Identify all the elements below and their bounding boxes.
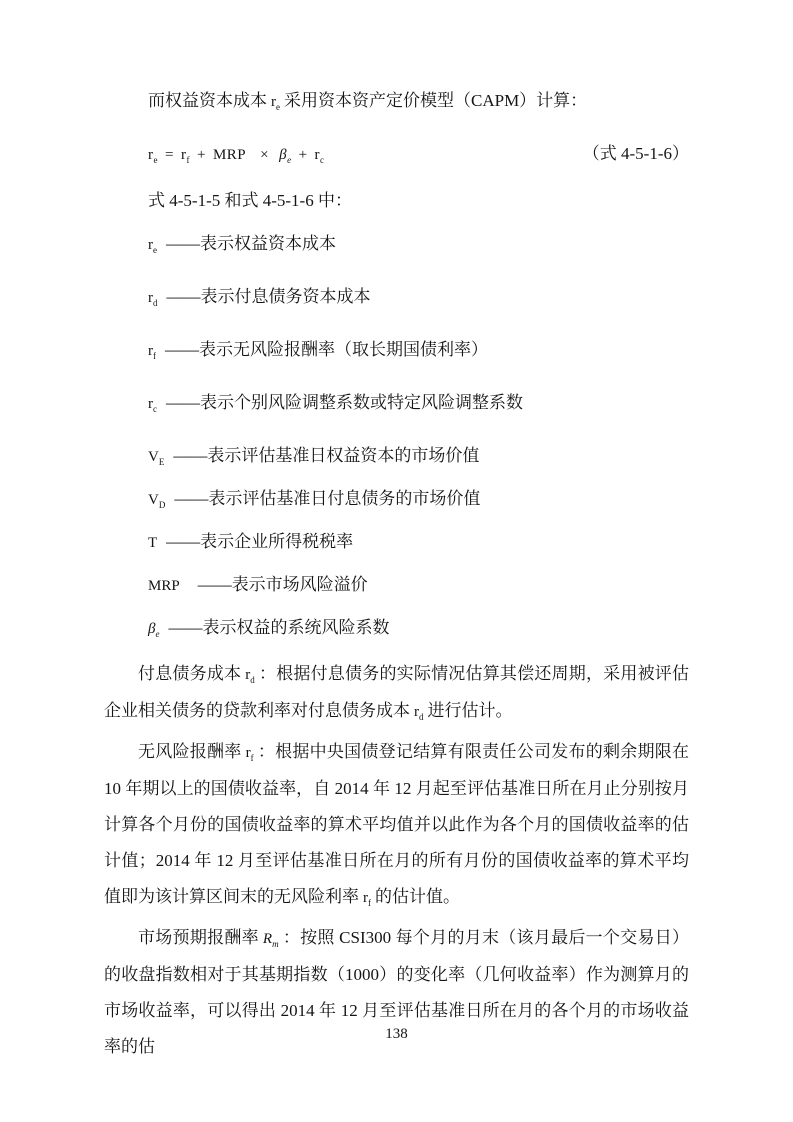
formula-note: 式 4-5-1-5 和式 4-5-1-6 中： bbox=[148, 191, 352, 210]
intro-text-pre: 而权益资本成本 bbox=[148, 91, 267, 110]
var-rm: $R_m$ bbox=[262, 931, 279, 949]
symbol-beta: $\beta_e$ bbox=[148, 621, 160, 639]
definition-desc: ——表示企业所得税税率 bbox=[166, 532, 354, 551]
formula-var-mrp: MRP bbox=[212, 147, 247, 163]
definition-item-ve bbox=[104, 444, 689, 469]
equals-sign: = bbox=[165, 147, 174, 163]
symbol-ve: $V_E$ bbox=[148, 449, 165, 467]
definition-item-rf bbox=[104, 338, 689, 363]
definition-desc: ——表示无风险报酬率（取长期国债利率） bbox=[165, 340, 488, 359]
formula-equation-label: （式 4-5-1-6） bbox=[582, 144, 689, 163]
definition-desc: ——表示权益的系统风险系数 bbox=[168, 618, 390, 637]
var-re: $r_e$ bbox=[271, 94, 280, 112]
page-content bbox=[104, 88, 689, 1065]
symbol-rc: $r_c$ bbox=[148, 396, 157, 414]
definition-item-mrp bbox=[104, 573, 689, 598]
intro-text-post: 采用资本资产定价模型（CAPM）计算： bbox=[284, 91, 588, 110]
definition-desc: ——表示市场风险溢价 bbox=[197, 575, 368, 594]
definition-item-rd bbox=[104, 285, 689, 310]
formula-var-rc: $r_c$ bbox=[314, 147, 325, 165]
paragraph-risk-free-rate: 无风险报酬率 $r_f$ ：根据中央国债登记结算有限责任公司发布的剩余期限在 10 年期以上的国债收益率，自 2014 年 12 月起至评估基准日所在月止分别按月计算各个月份的国债收益率的算术平均值并以此作为各个月的国债收益率的估计值；2014 年 12 月至评估基准日所在月的所有月份的国债收益率的算术平均值即为该计算区间末的无风险利率 $r_f$ 的估计值。 bbox=[104, 734, 689, 916]
definition-item-rc bbox=[104, 391, 689, 416]
definition-desc: ——表示个别风险调整系数或特定风险调整系数 bbox=[166, 393, 523, 412]
multiply-sign: × bbox=[260, 147, 270, 163]
symbol-rf: $r_f$ bbox=[148, 343, 156, 361]
intro-sentence bbox=[104, 88, 689, 115]
symbol-t: T bbox=[148, 535, 158, 551]
var-rf: $r_f$ bbox=[245, 745, 254, 763]
symbol-mrp: MRP bbox=[148, 578, 180, 594]
formula-row bbox=[104, 141, 689, 168]
symbol-re: $r_e$ bbox=[148, 237, 157, 255]
var-rd: $r_d$ bbox=[414, 704, 424, 722]
paragraph-market-return: 市场预期报酬率 $R_m$ ：按照 CSI300 每个月的月末（该月最后一个交易日）的收盘指数相对于其基期指数（1000）的变化率（几何收益率）作为测算月的市场收益率，可以得出 2014 年 12 月至评估基准日所在月的各个月的市场收益率的估 bbox=[104, 920, 689, 1065]
page-number: 138 bbox=[385, 1026, 408, 1042]
symbol-rd: $r_d$ bbox=[148, 290, 158, 308]
plus-sign: + bbox=[196, 147, 206, 163]
plus-sign: + bbox=[298, 147, 308, 163]
definition-item-t bbox=[104, 530, 689, 555]
formula-var-rf: $r_f$ bbox=[180, 147, 190, 165]
definition-item-vd bbox=[104, 487, 689, 512]
definition-item-re bbox=[104, 232, 689, 257]
capm-formula bbox=[148, 142, 325, 168]
definition-desc: ——表示评估基准日付息债务的市场价值 bbox=[174, 489, 481, 508]
definition-desc: ——表示评估基准日权益资本的市场价值 bbox=[173, 446, 480, 465]
definition-desc: ——表示权益资本成本 bbox=[166, 234, 336, 253]
formula-var-re: $r_e$ bbox=[148, 147, 158, 165]
definition-item-beta bbox=[104, 616, 689, 641]
formula-var-beta: $\beta_e$ bbox=[279, 147, 292, 165]
var-rd: $r_d$ bbox=[245, 667, 255, 685]
var-rf: $r_f$ bbox=[363, 890, 371, 908]
symbol-vd: $V_D$ bbox=[148, 492, 166, 510]
paragraph-debt-cost: 付息债务成本 $r_d$ ：根据付息债务的实际情况估算其偿还周期，采用被评估企业相关债务的贷款利率对付息债务成本 $r_d$ 进行估计。 bbox=[104, 656, 689, 730]
definition-desc: ——表示付息债务资本成本 bbox=[166, 287, 371, 306]
